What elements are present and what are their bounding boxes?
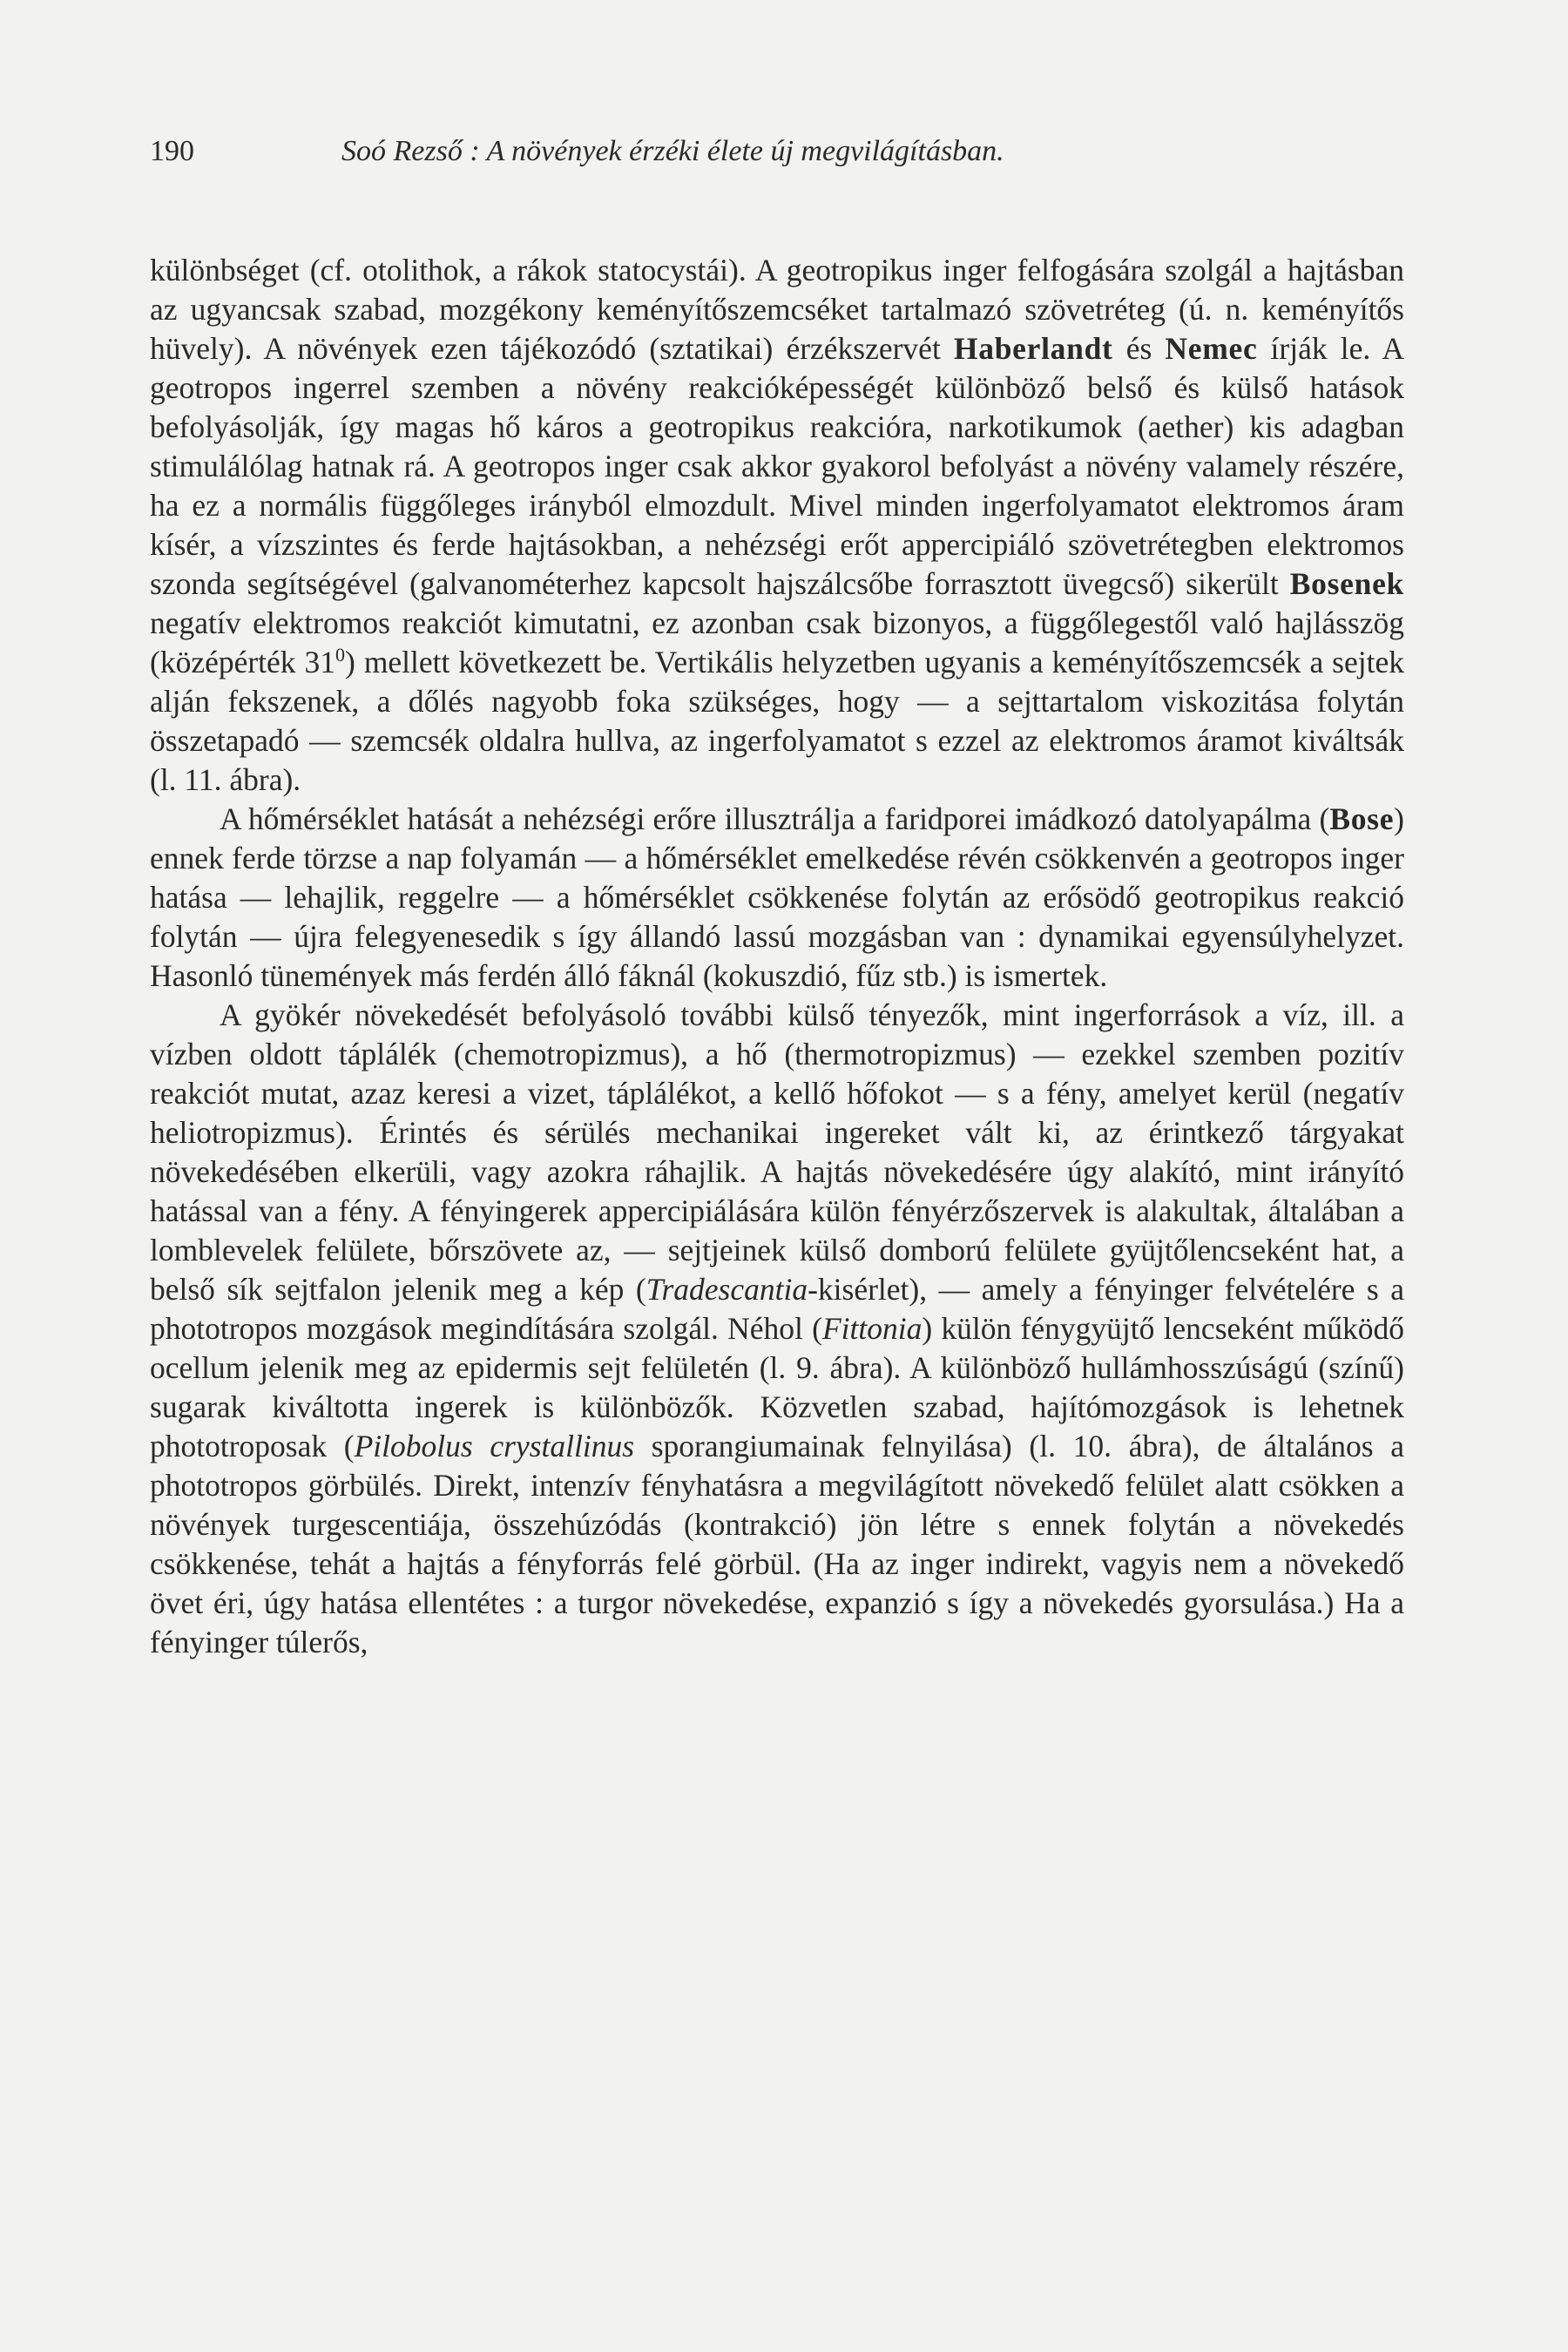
author-name: Bosenek bbox=[1289, 566, 1404, 601]
text-run: különbséget (cf. otolithok, a rákok statocystái). A geotropikus inger felfogására szolgál a hajtásban az ugyancsak szabad, mozgékony keményítőszemcséket tartalmazó szövetréteg (ú. n. keményítős hüvely). A növények ezen tájékozódó (sztatikai) érzékszervét bbox=[150, 253, 1404, 366]
taxon-name: Pilobolus crystallinus bbox=[354, 1429, 635, 1463]
taxon-name: Tradescantia bbox=[645, 1272, 808, 1307]
author-name: Bose bbox=[1329, 801, 1395, 836]
paragraph bbox=[150, 251, 1404, 800]
text-run: -kisérlet), — amely a fényinger felvételére s a phototropos mozgások megindítására szolgál. Néhol ( bbox=[150, 1272, 1404, 1346]
text-run: írják le. A geotropos ingerrel szemben a növény reakcióképességét különböző belső és külső hatások befolyásolják, így magas hő káros a geotropikus reakcióra, narkotikumok (aether) kis adagban stimulálólag hatnak rá. A geotropos inger csak akkor gyakorol befolyást a növény valamely részére, ha ez a normális függőleges irányból elmozdult. Mivel minden ingerfolyamatot elektromos áram kísér, a vízszintes és ferde hajtásokban, a nehézségi erőt appercipiáló szövetrétegben elektromos szonda segítségével (galvanométerhez kapcsolt hajszálcsőbe forrasztott üvegcső) sikerült bbox=[150, 331, 1404, 601]
running-title: Soó Rezső : A növények érzéki élete új megvilágításban. bbox=[341, 135, 1004, 167]
page-header bbox=[150, 132, 1404, 171]
paragraph bbox=[150, 800, 1404, 996]
author-name: Nemec bbox=[1165, 331, 1258, 366]
text-run: és bbox=[1112, 331, 1166, 366]
body-text bbox=[150, 251, 1404, 1662]
page-number: 190 bbox=[150, 135, 194, 167]
text-run: A hőmérséklet hatását a nehézségi erőre illusztrálja a faridporei imádkozó datolyapálma ( bbox=[220, 801, 1330, 836]
text-run: ) ennek ferde törzse a nap folyamán — a hőmérséklet emelkedése révén csökkenvén a geotropos inger hatása — lehajlik, reggelre — a hőmérséklet csökkenése folytán az erősödő geotropikus reakció folytán — újra felegyenesedik s így állandó lassú mozgásban van : dynamikai egyensúlyhelyzet. Hasonló tünemények más ferdén álló fáknál (kokuszdió, fűz stb.) is ismertek. bbox=[150, 801, 1404, 993]
text-run: A gyökér növekedését befolyásoló további külső tényezők, mint ingerforrások a víz, ill. a vízben oldott táplálék (chemotropizmus), a hő (thermotropizmus) — ezekkel szemben pozitív reakciót mutat, azaz keresi a vizet, táplálékot, a kellő hőfokot — s a fény, amelyet kerül (negatív heliotropizmus). Érintés és sérülés mechanikai ingereket vált ki, az érintkező tárgyakat növekedésében elkerüli, vagy azokra ráhajlik. A hajtás növekedésére úgy alakító, mint irányító hatással van a fény. A fényingerek appercipiálására külön fényérzőszervek is alakultak, általában a lomblevelek felülete, bőrszövete az, — sejtjeinek külső domború felülete gyüjtőlencseként hat, a belső sík sejtfalon jelenik meg a kép ( bbox=[150, 997, 1404, 1307]
text-run: negatív elektromos reakciót kimutatni, ez azonban csak bizonyos, a függőlegestől való hajlásszög (középérték 31 bbox=[150, 605, 1404, 679]
text-run: sporangiumainak felnyilása) (l. 10. ábra), de általános a phototropos görbülés. Direkt, intenzív fényhatásra a megvilágított növekedő felület alatt csökken a növények turgescentiája, összehúzódás (kontrakció) jön létre s ennek folytán a növekedés csökkenése, tehát a hajtás a fényforrás felé görbül. (Ha az inger indirekt, vagyis nem a növekedő övet éri, úgy hatása ellentétes : a turgor növekedése, expanzió s így a növekedés gyorsulása.) Ha a fényinger túlerős, bbox=[150, 1429, 1404, 1659]
author-name: Haberlandt bbox=[953, 331, 1113, 366]
text-run: ) külön fénygyüjtő lencseként működő ocellum jelenik meg az epidermis sejt felületén (l. 9. ábra). A különböző hullámhosszúságú (színű) sugarak kiváltotta ingerek is különbözők. Közvetlen szabad, hajítómozgások is lehetnek phototroposak ( bbox=[150, 1311, 1404, 1463]
taxon-name: Fittonia bbox=[821, 1311, 923, 1346]
text-run: ) mellett következett be. Vertikális helyzetben ugyanis a keményítőszemcsék a sejtek alján fekszenek, a dőlés nagyobb foka szükséges, hogy — a sejttartalom viskozitása folytán összetapadó — szemcsék oldalra hullva, az ingerfolyamatot s ezzel az elektromos áramot kiváltsák (l. 11. ábra). bbox=[150, 645, 1404, 797]
paragraph bbox=[150, 996, 1404, 1662]
text-run: 0 bbox=[335, 644, 346, 666]
